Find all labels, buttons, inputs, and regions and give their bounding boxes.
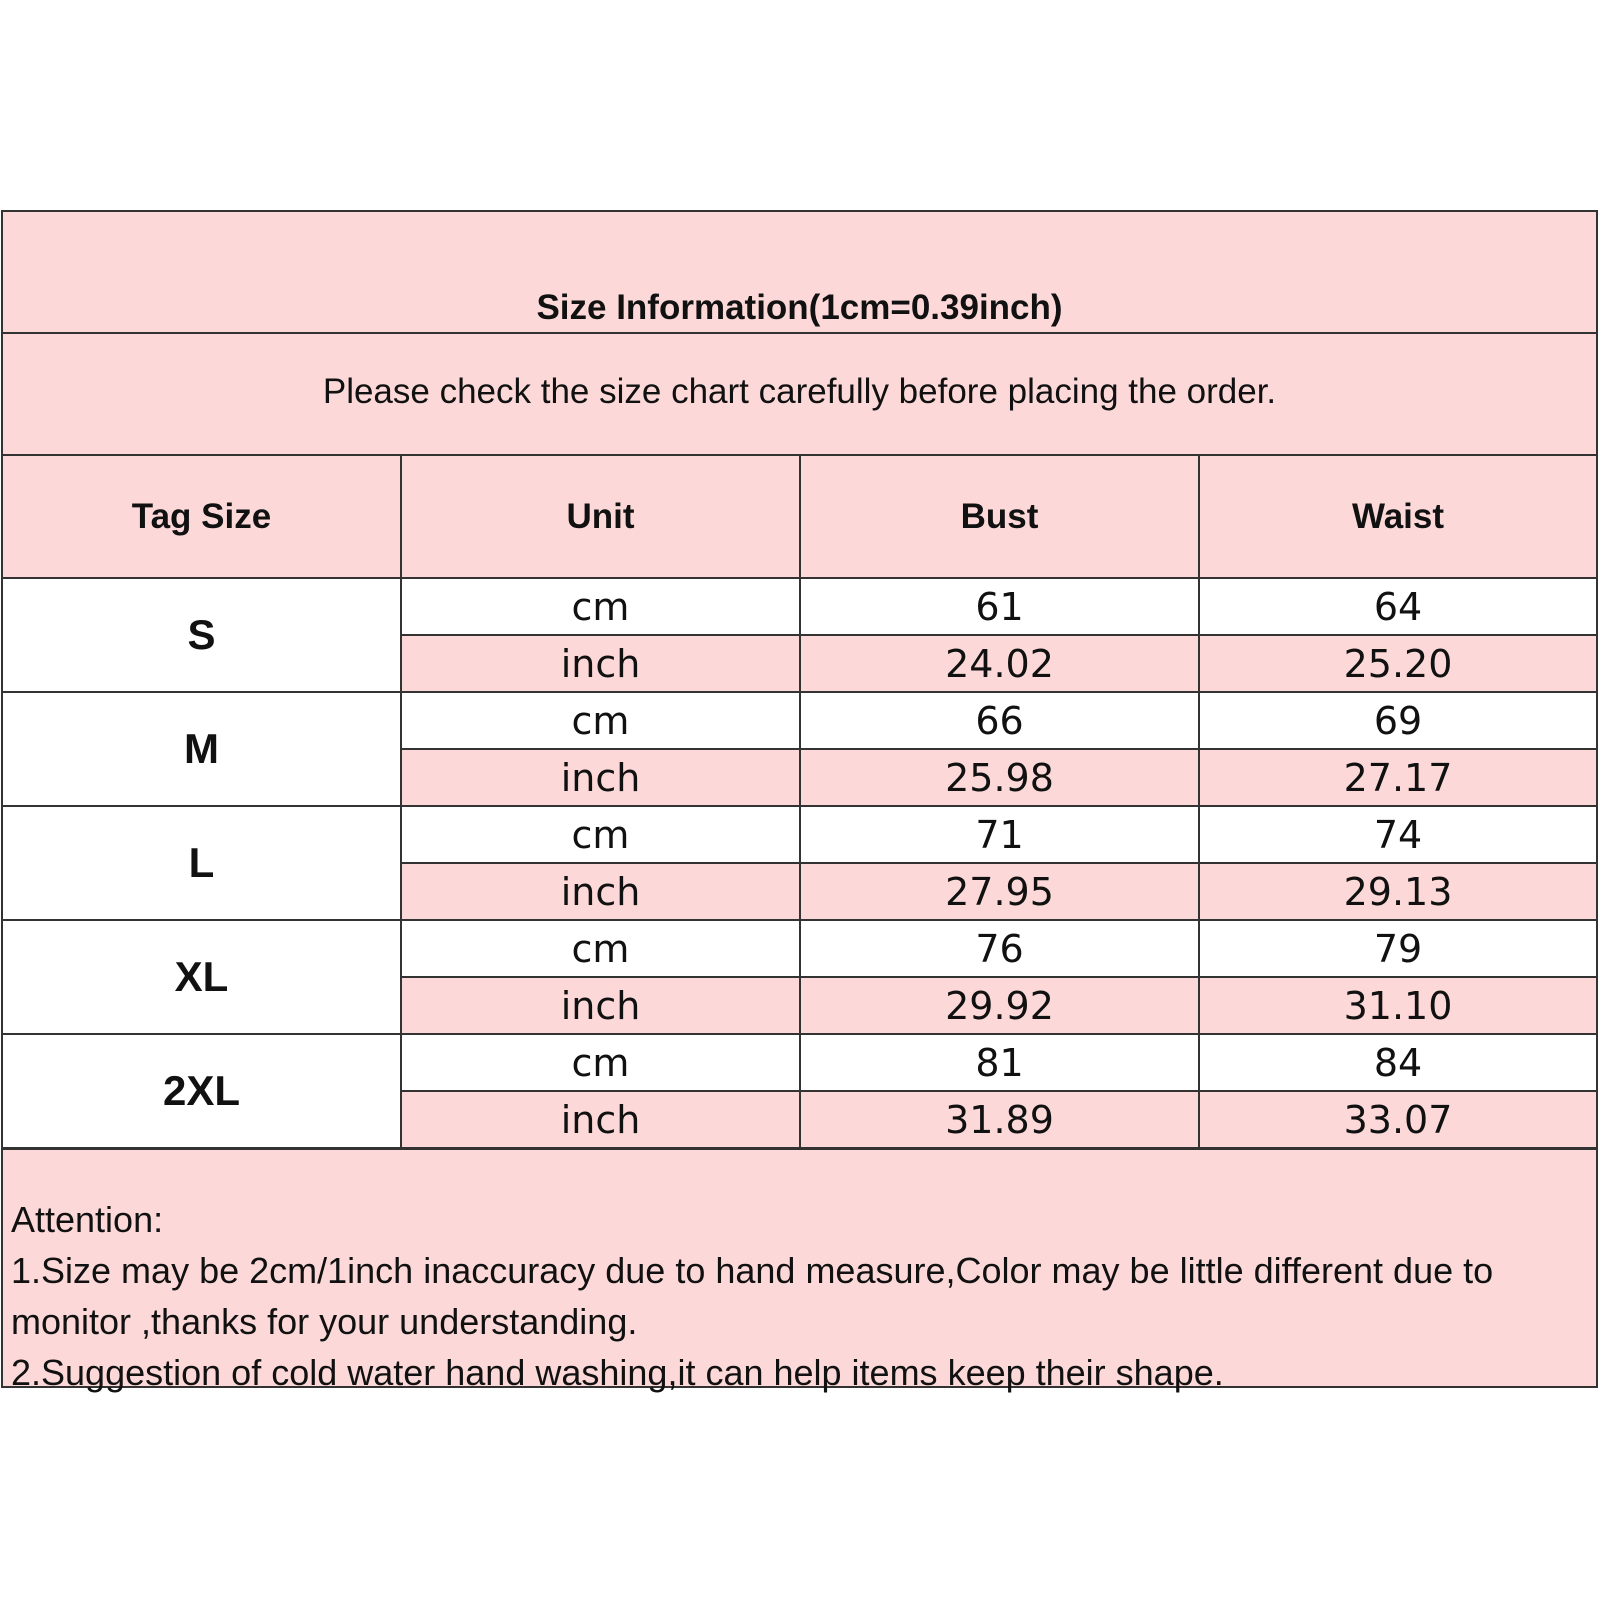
notes-line-1: 1.Size may be 2cm/1inch inaccuracy due to hand measure,Color may be little different due to monitor ,thanks for your understanding. (11, 1250, 1494, 1342)
bust-inch-cell: 24.02 (800, 635, 1199, 692)
header-bust: Bust (800, 456, 1199, 578)
waist-cm-cell: 79 (1199, 920, 1596, 977)
waist-cm-cell: 69 (1199, 692, 1596, 749)
unit-inch-cell: inch (401, 1091, 800, 1148)
table-header-row (3, 456, 1596, 578)
bust-inch-cell: 29.92 (800, 977, 1199, 1034)
attention-notes (3, 1148, 1596, 1393)
unit-inch-cell: inch (401, 635, 800, 692)
unit-inch-cell: inch (401, 977, 800, 1034)
waist-inch-cell: 33.07 (1199, 1091, 1596, 1148)
unit-cm-cell: cm (401, 1034, 800, 1091)
bust-inch-cell: 25.98 (800, 749, 1199, 806)
size-table (3, 456, 1596, 1149)
tag-size-cell: XL (3, 920, 401, 1034)
waist-inch-cell: 29.13 (1199, 863, 1596, 920)
header-unit: Unit (401, 456, 800, 578)
bust-cm-cell: 81 (800, 1034, 1199, 1091)
tag-size-cell: L (3, 806, 401, 920)
waist-cm-cell: 84 (1199, 1034, 1596, 1091)
waist-inch-cell: 27.17 (1199, 749, 1596, 806)
unit-cm-cell: cm (401, 578, 800, 635)
bust-cm-cell: 76 (800, 920, 1199, 977)
waist-cm-cell: 74 (1199, 806, 1596, 863)
chart-title: Size Information(1cm=0.39inch) (536, 288, 1063, 327)
waist-inch-cell: 25.20 (1199, 635, 1596, 692)
subtitle-band (3, 334, 1596, 456)
tag-size-cell: 2XL (3, 1034, 401, 1148)
table-row (3, 692, 1596, 749)
unit-cm-cell: cm (401, 920, 800, 977)
chart-subtitle: Please check the size chart carefully before placing the order. (322, 372, 1277, 411)
unit-inch-cell: inch (401, 749, 800, 806)
waist-inch-cell: 31.10 (1199, 977, 1596, 1034)
bust-inch-cell: 31.89 (800, 1091, 1199, 1148)
tag-size-cell: M (3, 692, 401, 806)
unit-inch-cell: inch (401, 863, 800, 920)
header-waist: Waist (1199, 456, 1596, 578)
size-chart (1, 210, 1598, 1393)
table-row (3, 578, 1596, 635)
bust-cm-cell: 61 (800, 578, 1199, 635)
bust-cm-cell: 71 (800, 806, 1199, 863)
waist-cm-cell: 64 (1199, 578, 1596, 635)
table-row (3, 920, 1596, 977)
notes-line-2: 2.Suggestion of cold water hand washing,it can help items keep their shape. (11, 1352, 1224, 1393)
bust-cm-cell: 66 (800, 692, 1199, 749)
unit-cm-cell: cm (401, 806, 800, 863)
header-tag-size: Tag Size (3, 456, 401, 578)
table-row (3, 806, 1596, 863)
bust-inch-cell: 27.95 (800, 863, 1199, 920)
title-band (3, 212, 1596, 334)
tag-size-cell: S (3, 578, 401, 692)
table-row (3, 1034, 1596, 1091)
unit-cm-cell: cm (401, 692, 800, 749)
notes-heading: Attention: (11, 1199, 164, 1240)
